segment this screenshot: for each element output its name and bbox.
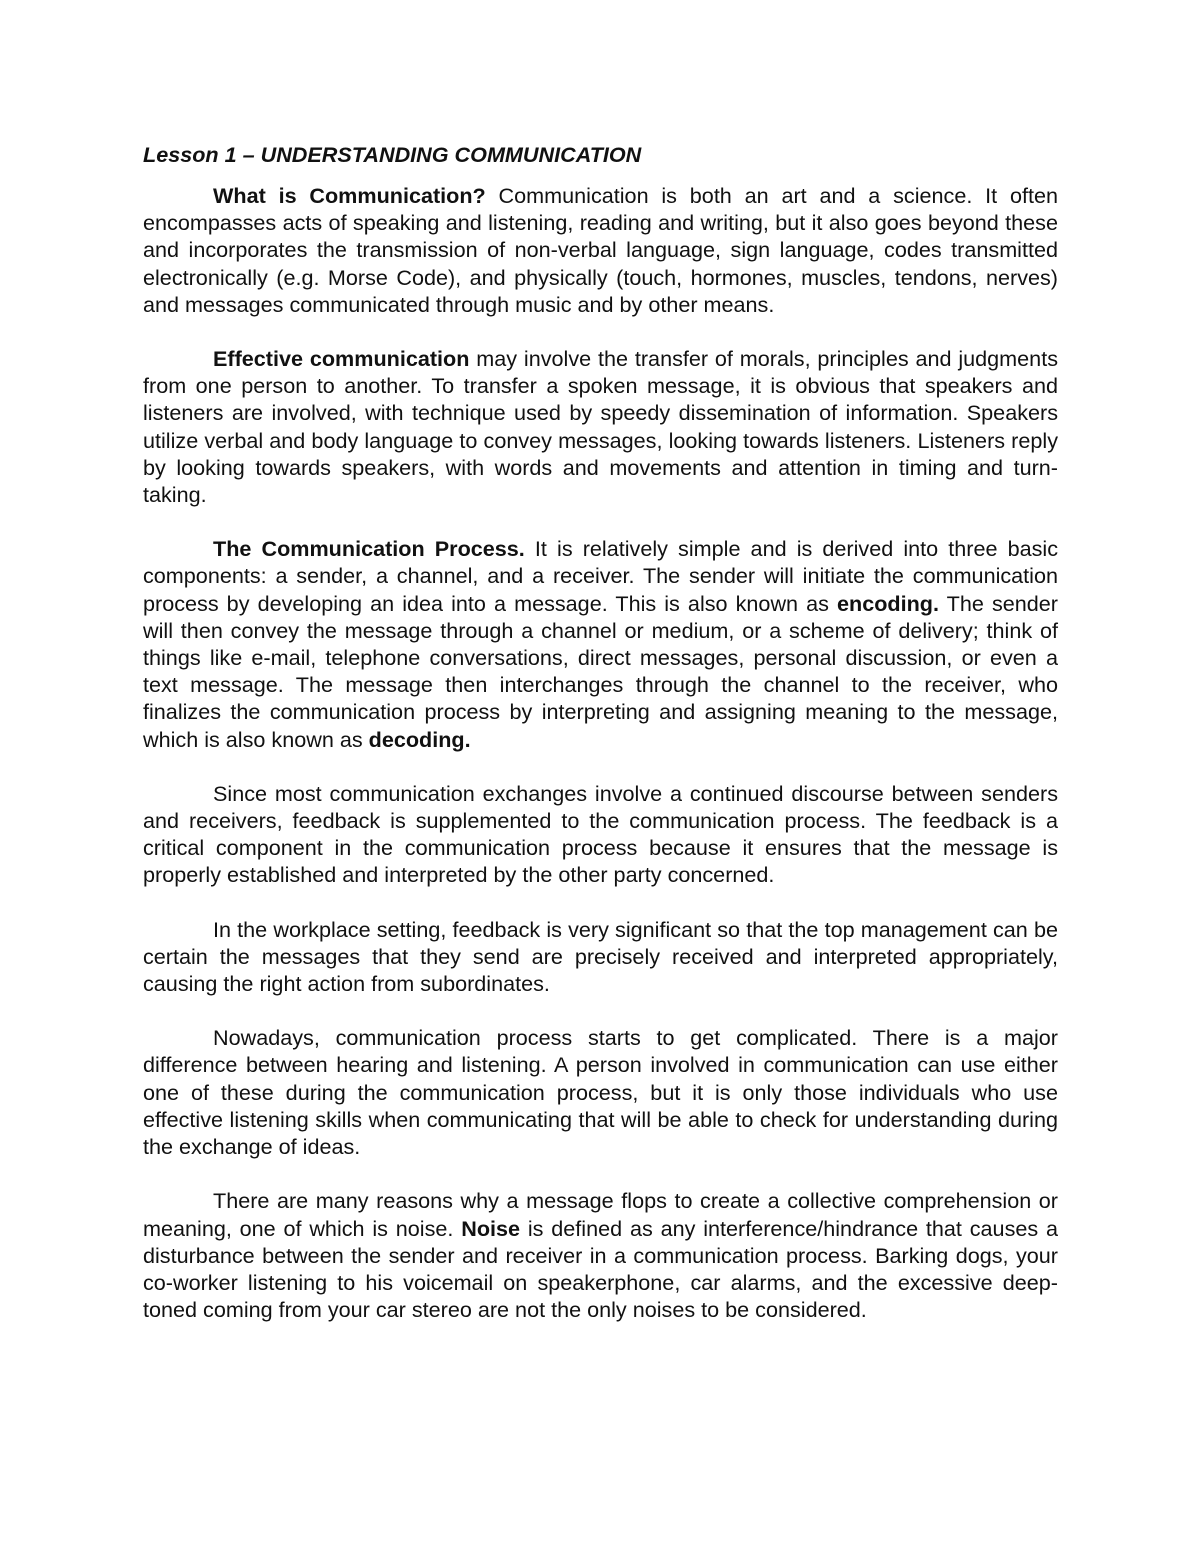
- paragraph-text: is defined as any interference/hindrance that causes a disturbance between the sender and receiver in a communication process. Barking dogs, your co-worker listening to his voicemail on speakerphone, car alarms, and the excessive deep-toned coming from your car stereo are not the only noises to be considered.: [143, 1215, 1059, 1323]
- paragraph-text: It is relatively simple and is derived into three basic components: a sender, a channel, and a receiver. The sender will initiate the communication process by developing an idea into a message. This is also known as: [143, 536, 1058, 616]
- paragraph-text: There are many reasons why a message flops to create a collective comprehension or meaning, one of which is noise.: [143, 1188, 1058, 1241]
- term-noise: Noise: [461, 1215, 521, 1241]
- paragraph-text: In the workplace setting, feedback is very significant so that the top management can be certain the messages that they send are precisely received and interpreted appropriately, causing the right action from subordinates.: [143, 916, 1058, 997]
- term-decoding: decoding.: [368, 726, 471, 752]
- term-communication-process: The Communication Process.: [213, 536, 525, 562]
- paragraph-effective-communication: [143, 345, 1058, 508]
- paragraph-feedback: [143, 780, 1058, 889]
- document-page: [143, 140, 1058, 1350]
- term-what-is-communication: What is Communication?: [213, 183, 486, 208]
- paragraph-noise: [143, 1187, 1058, 1323]
- paragraph-workplace: [143, 916, 1058, 998]
- paragraph-text: Since most communication exchanges involve a continued discourse between senders and receivers, feedback is supplemented to the communication process. The feedback is a critical component in the communication process because it ensures that the message is properly established and interpreted by the other party concerned.: [143, 780, 1058, 888]
- term-encoding: encoding.: [837, 590, 939, 616]
- paragraph-what-is-communication: [143, 182, 1058, 318]
- paragraph-text: may involve the transfer of morals, principles and judgments from one person to another. To transfer a spoken message, it is obvious that speakers and listeners are involved, with technique used by speedy dissemination of information. Speakers utilize verbal and body language to convey messages, looking towards listeners. Listeners reply by looking towards speakers, with words and movements and attention in timing and turn-taking.: [143, 346, 1058, 508]
- paragraph-hearing-listening: [143, 1024, 1058, 1160]
- paragraph-communication-process: [143, 535, 1058, 753]
- paragraph-text: Communication is both an art and a science. It often encompasses acts of speaking and listening, reading and writing, but it also goes beyond these and incorporates the transmission of non-verbal language, sign language, codes transmitted electronically (e.g. Morse Code), and physically (touch, hormones, muscles, tendons, nerves) and messages communicated through music and by other means.: [143, 183, 1058, 317]
- lesson-title: Lesson 1 – UNDERSTANDING COMMUNICATION: [143, 142, 642, 167]
- paragraph-text: The sender will then convey the message through a channel or medium, or a scheme of delivery; think of things like e-mail, telephone conversations, direct messages, personal discussion, or even a text message. The message then interchanges through the channel to the receiver, who finalizes the communication process by interpreting and assigning meaning to the message, which is also known as: [143, 590, 1058, 752]
- paragraph-text: Nowadays, communication process starts to get complicated. There is a major difference between hearing and listening. A person involved in communication can use either one of these during the communication process, but it is only those individuals who use effective listening skills when communicating that will be able to check for understanding during the exchange of ideas.: [143, 1025, 1058, 1160]
- term-effective-communication: Effective communication: [213, 346, 470, 372]
